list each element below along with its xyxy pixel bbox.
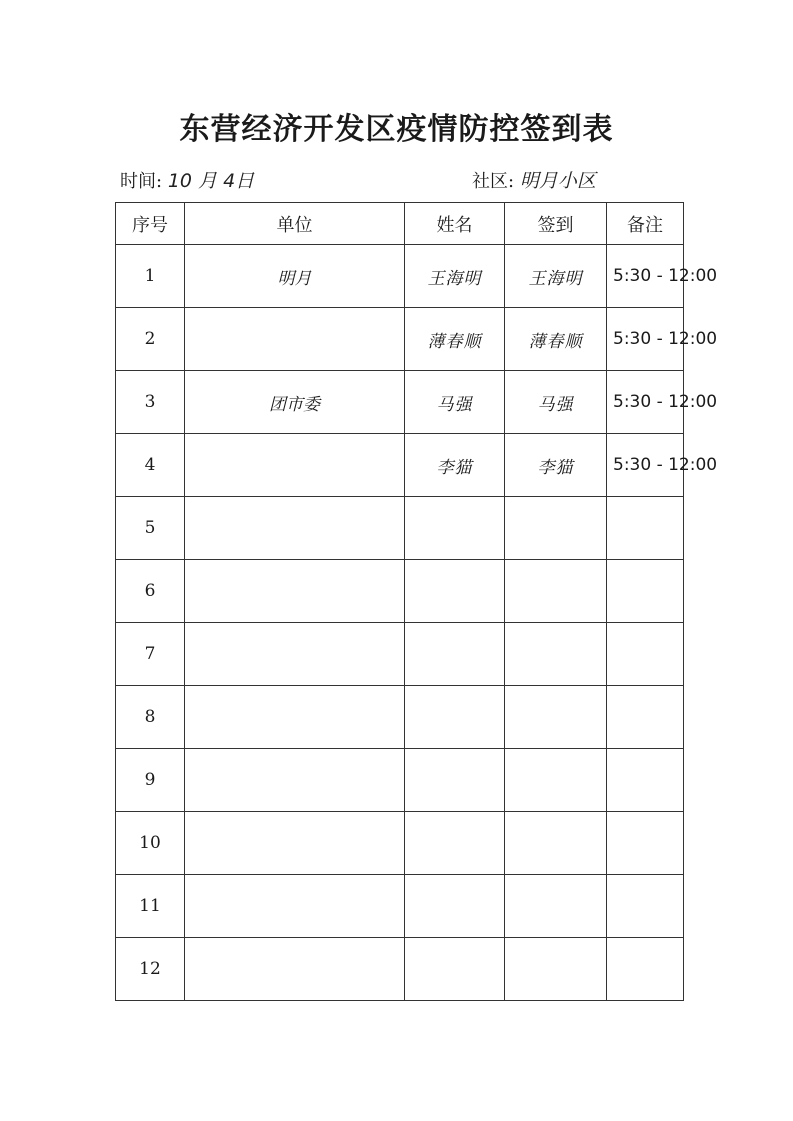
row-signature: 马强: [505, 371, 607, 434]
community-value: 明月小区: [519, 170, 596, 192]
row-name: 薄春顺: [405, 308, 505, 371]
table-row: [116, 749, 684, 812]
table-row: [116, 497, 684, 560]
row-unit: [185, 308, 405, 371]
row-name: [405, 749, 505, 812]
row-signature: [505, 812, 607, 875]
row-signature: [505, 497, 607, 560]
row-unit: [185, 938, 405, 1001]
header-seq: 序号: [116, 203, 185, 245]
row-number: 12: [116, 938, 185, 1001]
row-unit: [185, 497, 405, 560]
row-number: 5: [116, 497, 185, 560]
row-unit: [185, 560, 405, 623]
row-note-text: 5:30 - 12:00: [613, 329, 718, 349]
table-row: [116, 875, 684, 938]
row-unit: 明月: [185, 245, 405, 308]
table-row: [116, 371, 684, 434]
row-unit: [185, 749, 405, 812]
row-name: [405, 812, 505, 875]
row-signature: 李猫: [505, 434, 607, 497]
table-row: [116, 686, 684, 749]
table-header-row: [116, 203, 684, 245]
row-signature: [505, 749, 607, 812]
table-row: [116, 245, 684, 308]
community-field: [472, 166, 596, 193]
row-note: [607, 812, 684, 875]
table-row: [116, 308, 684, 371]
row-signature: [505, 938, 607, 1001]
row-number: 10: [116, 812, 185, 875]
row-name: 王海明: [405, 245, 505, 308]
row-note: [607, 308, 718, 371]
sign-in-table: [115, 202, 718, 1001]
row-note-text: 5:30 - 12:00: [613, 455, 718, 475]
meta-row: [120, 166, 680, 196]
row-note: [607, 371, 718, 434]
row-note: [607, 560, 684, 623]
row-name: [405, 875, 505, 938]
row-note: [607, 623, 684, 686]
row-note: [607, 245, 718, 308]
row-name: [405, 560, 505, 623]
row-name: [405, 686, 505, 749]
row-name: [405, 623, 505, 686]
row-signature: 薄春顺: [505, 308, 607, 371]
row-note: [607, 938, 684, 1001]
row-number: 6: [116, 560, 185, 623]
row-name: [405, 938, 505, 1001]
header-name: 姓名: [405, 203, 505, 245]
community-label: 社区:: [472, 171, 515, 192]
row-unit: [185, 875, 405, 938]
row-number: 1: [116, 245, 185, 308]
row-note: [607, 875, 684, 938]
row-signature: [505, 875, 607, 938]
row-number: 9: [116, 749, 185, 812]
row-number: 2: [116, 308, 185, 371]
row-number: 3: [116, 371, 185, 434]
page-title: 东营经济开发区疫情防控签到表: [179, 112, 614, 147]
row-note: [607, 434, 718, 497]
header-unit: 单位: [185, 203, 405, 245]
row-unit: [185, 812, 405, 875]
row-signature: [505, 623, 607, 686]
row-note-text: 5:30 - 12:00: [613, 266, 718, 286]
row-note: [607, 686, 684, 749]
table-row: [116, 560, 684, 623]
row-number: 7: [116, 623, 185, 686]
row-signature: [505, 686, 607, 749]
table-row: [116, 434, 684, 497]
row-unit: [185, 686, 405, 749]
row-name: 马强: [405, 371, 505, 434]
row-unit: [185, 623, 405, 686]
row-signature: [505, 560, 607, 623]
row-note: [607, 749, 684, 812]
row-signature: 王海明: [505, 245, 607, 308]
table-row: [116, 623, 684, 686]
table-row: [116, 812, 684, 875]
row-number: 11: [116, 875, 185, 938]
table-row: [116, 938, 684, 1001]
time-label: 时间:: [120, 171, 163, 192]
row-name: 李猫: [405, 434, 505, 497]
row-name: [405, 497, 505, 560]
row-unit: [185, 434, 405, 497]
row-number: 8: [116, 686, 185, 749]
row-number: 4: [116, 434, 185, 497]
row-unit: 团市委: [185, 371, 405, 434]
header-note: 备注: [607, 203, 684, 245]
header-sign: 签到: [505, 203, 607, 245]
row-note: [607, 497, 684, 560]
row-note-text: 5:30 - 12:00: [613, 392, 718, 412]
date-field: [120, 166, 254, 193]
time-value: 10 月 4日: [167, 170, 255, 192]
